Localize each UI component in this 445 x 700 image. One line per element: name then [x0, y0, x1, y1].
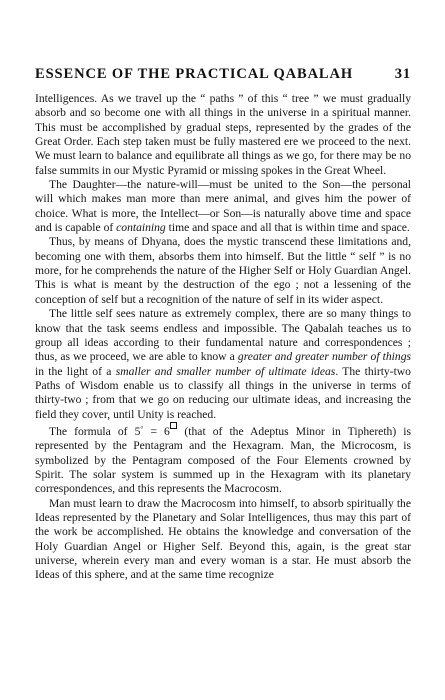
paragraph-1: Intelligences. As we travel up the “ paths ” of this “ tree ” we must gradually absorb and so become one with all things in the universe in a spiritual manner. This must be accomplished by gradual steps, represented by the grades of the Great Order. Each step taken must be fully mastered ere we proceed to the next. We must learn to balance and equilibrate all things as we go, for there may be no false summits in our Mystic Pyramid or missing spokes in the Great Wheel.: [35, 92, 411, 177]
running-head-title: ESSENCE OF THE PRACTICAL QABALAH: [35, 66, 354, 82]
italic-containing: containing: [116, 221, 166, 235]
italic-greater-number: greater and greater number of things: [237, 350, 411, 364]
paragraph-5-text-b: = 6: [143, 424, 170, 438]
paragraph-4-text-a: The little self sees nature as extremely complex, there are so many things to know that the task seems endless and impossible. The Qabalah teaches us to group all ideas according to their fundamental nature and correspondences ; thus, as we proceed, we are able to know a: [35, 307, 411, 364]
paragraph-2: [35, 178, 411, 235]
paragraph-4-text-b: in the light of a: [35, 364, 112, 378]
paragraph-4: [35, 307, 411, 422]
paragraph-5-text-a: The formula of 5: [49, 424, 141, 438]
body-text: [35, 92, 411, 583]
page-number: 31: [394, 66, 411, 82]
degree-symbol: °: [140, 423, 144, 433]
paragraph-5-text-c: (that of the Adeptus Minor in Tiphereth) is represented by the Pentagram and the Hexagram. Man, the Microcosm, is symbolized by the Pentagram composed of the Four Elements crowned by Spirit. The solar system is summed up in the Hexagram with its planetary correspondences, and this represents the Macrocosm.: [35, 424, 411, 496]
paragraph-5: [35, 422, 411, 497]
paragraph-6: Man must learn to draw the Macrocosm into himself, to absorb spiritually the Ideas represented by the Planetary and Solar Intelligences, thus may this part of the work be accomplished. He obtains the knowledge and conversation of the Holy Guardian Angel or Higher Self. Beyond this, again, is the great star universe, wherein every man and every woman is a star. He must absorb the Ideas of this sphere, and at the same time recognize: [35, 496, 411, 582]
book-page: [35, 66, 411, 583]
paragraph-4-text-c: . The thirty-two Paths of Wisdom enable us to classify all things in the universe in terms of thirty-two ; from that we go on reducing our ultimate ideas, and increasing the field they cover, until Unity is reached.: [35, 364, 411, 421]
italic-smaller-number: smaller and smaller number of ultimate ideas: [115, 364, 336, 378]
paragraph-2-text-b: time and space and all that is within time and space.: [168, 221, 410, 235]
running-head: [35, 66, 411, 83]
paragraph-2-text-a: The Daughter—the nature-will—must be united to the Son—the personal will which makes man more than mere animal, and gives him the power of choice. What is more, the Intellect—or Son—is naturally above time and space and is capable of: [35, 178, 411, 235]
paragraph-3: Thus, by means of Dhyana, does the mystic transcend these limitations and, becoming one with them, absorbs them into himself. But the little “ self ” is no more, for he comprehends the nature of the Higher Self or Holy Guardian Angel. This is what is meant by the destruction of the ego ; not a lessening of the conception of self but a recognition of the nature of self in its wider aspect.: [35, 235, 411, 306]
